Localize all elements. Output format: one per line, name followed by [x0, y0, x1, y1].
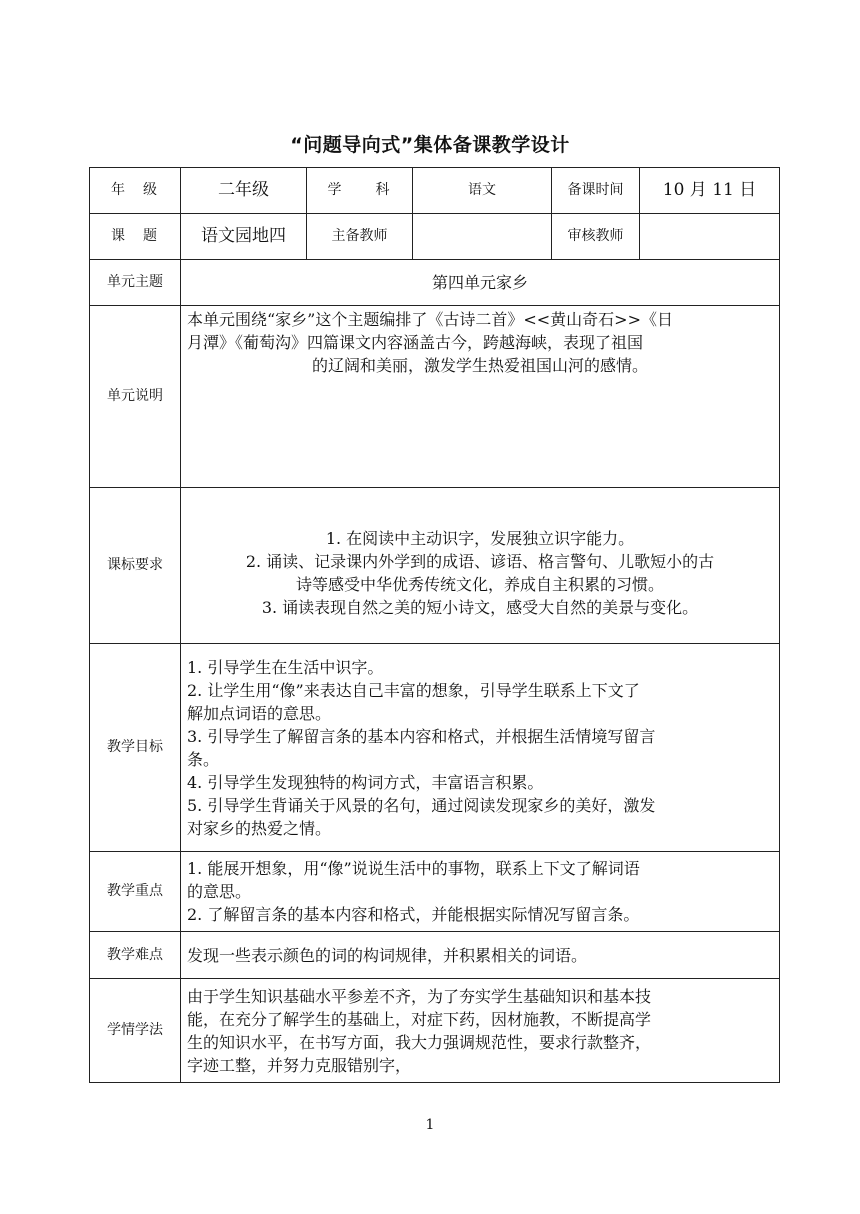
header-row-2	[90, 214, 780, 260]
lead-teacher-label: 主备教师	[307, 214, 413, 260]
lead-teacher-value	[413, 214, 552, 260]
learning-label: 学情学法	[90, 979, 181, 1083]
learning-line: 由于学生知识基础水平参差不齐，为了夯实学生基础知识和基本技	[187, 986, 652, 1006]
learning-row	[90, 979, 780, 1083]
key-points-text	[181, 852, 780, 932]
learning-line: 生的知识水平，在书写方面，我大力强调规范性，要求行款整齐，	[187, 1032, 652, 1052]
key-point-line: 2. 了解留言条的基本内容和格式，并能根据实际情况写留言条。	[187, 905, 640, 924]
goal-line: 对家乡的热爱之情。	[187, 818, 332, 838]
curriculum-text	[181, 488, 780, 644]
unit-desc-line: 的辽阔和美丽，激发学生热爱祖国山河的感情。	[311, 356, 648, 375]
curriculum-line: 3. 诵读表现自然之美的短小诗文，感受大自然的美景与变化。	[261, 597, 699, 617]
key-points-row	[90, 852, 780, 932]
prep-time-value: 10 月 11 日	[640, 168, 780, 214]
goal-line: 条。	[187, 749, 220, 769]
unit-desc-text	[181, 306, 780, 488]
key-points-label: 教学重点	[90, 852, 181, 932]
learning-line: 字迹工整，并努力克服错别字，	[187, 1055, 412, 1075]
reviewer-label: 审核教师	[552, 214, 640, 260]
goal-line: 4. 引导学生发现独特的构词方式，丰富语言积累。	[187, 772, 544, 792]
unit-desc-line: 本单元围绕“家乡”这个主题编排了《古诗二首》<<黄山奇石>>《日	[187, 310, 673, 329]
unit-theme-row	[90, 260, 780, 306]
unit-theme-value: 第四单元家乡	[181, 260, 780, 306]
unit-theme-label: 单元主题	[90, 260, 181, 306]
curriculum-line: 2. 诵读、记录课内外学到的成语、谚语、格言警句、儿歌短小的古	[245, 551, 715, 571]
goal-line: 3. 引导学生了解留言条的基本内容和格式，并根据生活情境写留言	[187, 726, 656, 746]
goals-label: 教学目标	[90, 644, 181, 852]
prep-time-label: 备课时间	[552, 168, 640, 214]
goals-row	[90, 644, 780, 852]
learning-text	[181, 979, 780, 1083]
difficulties-text: 发现一些表示颜色的词的构词规律，并积累相关的词语。	[181, 932, 780, 979]
lesson-plan-table	[89, 167, 780, 1083]
goals-text	[181, 644, 780, 852]
lesson-label: 课 题	[90, 214, 181, 260]
subject-label: 学 科	[307, 168, 413, 214]
header-row-1	[90, 168, 780, 214]
unit-desc-row	[90, 306, 780, 488]
curriculum-label: 课标要求	[90, 488, 181, 644]
goal-line: 解加点词语的意思。	[187, 703, 332, 723]
subject-value: 语文	[413, 168, 552, 214]
curriculum-line: 诗等感受中华优秀传统文化，养成自主积累的习惯。	[295, 574, 664, 594]
key-point-line: 1. 能展开想象，用“像”说说生活中的事物，联系上下文了解词语	[187, 859, 640, 878]
page-number: 1	[425, 1117, 435, 1133]
curriculum-row	[90, 488, 780, 644]
unit-desc-line: 月潭》《葡萄沟》四篇课文内容涵盖古今，跨越海峡，表现了祖国	[187, 333, 644, 352]
difficulties-label: 教学难点	[90, 932, 181, 979]
learning-line: 能，在充分了解学生的基础上，对症下药，因材施教，不断提高学	[187, 1009, 652, 1029]
goal-line: 1. 引导学生在生活中识字。	[187, 657, 384, 677]
difficulties-row	[90, 932, 780, 979]
unit-desc-label: 单元说明	[90, 306, 181, 488]
document-title: “问题导向式”集体备课教学设计	[290, 134, 570, 156]
goal-line: 2. 让学生用“像”来表达自己丰富的想象，引导学生联系上下文了	[187, 680, 640, 700]
reviewer-value	[640, 214, 780, 260]
curriculum-line: 1. 在阅读中主动识字，发展独立识字能力。	[325, 528, 635, 548]
lesson-value: 语文园地四	[181, 214, 307, 260]
grade-value: 二年级	[181, 168, 307, 214]
goal-line: 5. 引导学生背诵关于风景的名句，通过阅读发现家乡的美好，激发	[187, 795, 656, 815]
key-point-line: 的意思。	[187, 882, 252, 901]
grade-label: 年 级	[90, 168, 181, 214]
